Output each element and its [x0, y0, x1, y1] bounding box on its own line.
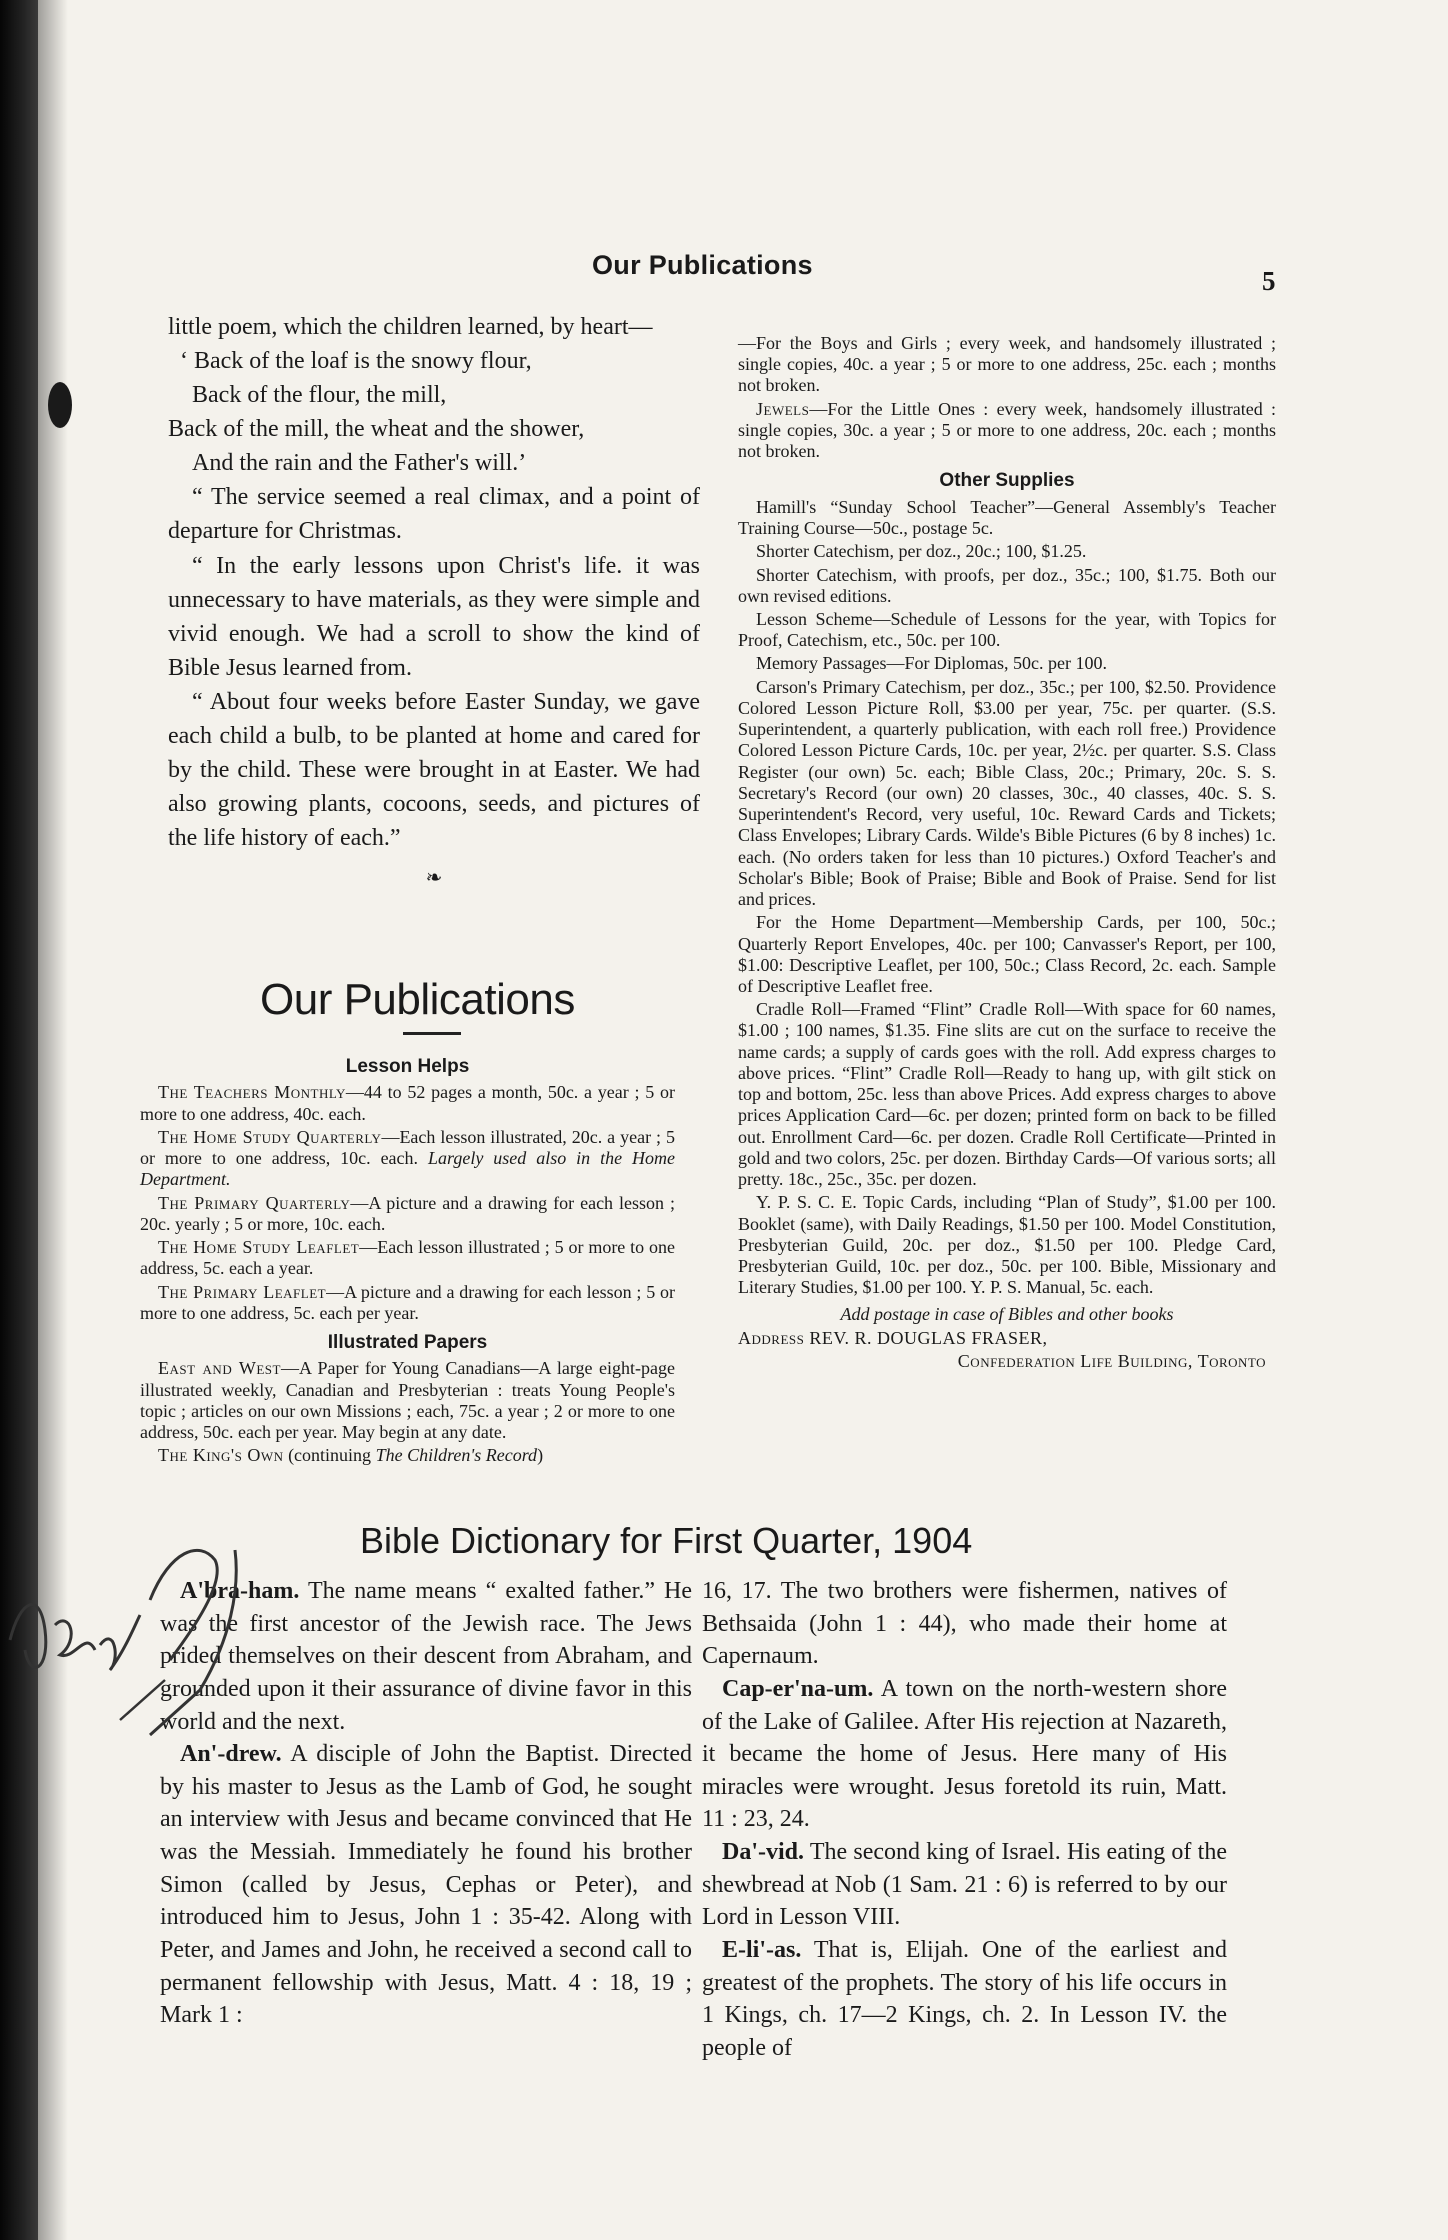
- lesson-help-item: The Home Study Quarterly—Each lesson illustrated, 20c. a year ; 5 or more to one address, 10c. each. Largely used also in the Home Department.: [140, 1126, 675, 1190]
- supply-item: Y. P. S. C. E. Topic Cards, including “Plan of Study”, $1.00 per 100. Booklet (same), with Daily Readings, $1.50 per 100. Model Constitution, Presbyterian Guild, 20c. per doz., $1.50 per 100. Pledge Card, Presbyterian Guild, 10c. per doz., 50c. per 100. Bible, Missionary and Literary Studies, $1.00 per 100. Y. P. S. Manual, 5c. each.: [738, 1192, 1276, 1298]
- lesson-help-item: The Home Study Leaflet—Each lesson illustrated ; 5 or more to one address, 5c. each a year.: [140, 1237, 675, 1279]
- illustrated-papers-heading: Illustrated Papers: [327, 1331, 488, 1353]
- ornament-icon: ❧: [425, 867, 443, 890]
- poem-line: ‘ Back of the loaf is the snowy flour,: [180, 348, 532, 375]
- address-line: Address REV. R. DOUGLAS FRASER,: [738, 1327, 1048, 1348]
- supply-item: Hamill's “Sunday School Teacher”—General Assembly's Teacher Training Course—50c., postage 5c.: [738, 496, 1276, 539]
- supply-item: Memory Passages—For Diplomas, 50c. per 100.: [756, 653, 1107, 674]
- supply-item: Lesson Scheme—Schedule of Lessons for the year, with Topics for Proof, Catechism, etc., 50c. per 100.: [738, 608, 1276, 651]
- dictionary-left-column: [160, 1575, 692, 2032]
- supply-item: Shorter Catechism, per doz., 20c.; 100, $1.25.: [756, 541, 1087, 562]
- address-building: Confederation Life Building, Toronto: [957, 1350, 1266, 1371]
- dictionary-entry: A'bra-ham. The name means “ exalted father.” He was the first ancestor of the Jewish race. The Jews prided themselves on their descent from Abraham, and grounded upon it their assurance of divine favor in this world and the next.: [160, 1578, 692, 1735]
- lesson-helps-heading: Lesson Helps: [345, 1056, 470, 1077]
- page-gutter-shadow: [38, 0, 68, 2240]
- paper-item: The King's Own (continuing The Children's Record): [158, 1445, 544, 1466]
- postage-note: Add postage in case of Bibles and other books: [840, 1304, 1174, 1325]
- scan-dark-margin: [0, 0, 38, 2240]
- entry-term: Da'-vid.: [722, 1839, 805, 1865]
- entry-term: E-li'-as.: [722, 1936, 802, 1963]
- lesson-help-item: The Teachers Monthly—44 to 52 pages a month, 50c. a year ; 5 or more to one address, 40c. each.: [140, 1082, 675, 1124]
- supply-item: For the Home Department—Membership Cards, per 100, 50c.; Quarterly Report Envelopes, 40c. per 100; Canvasser's Report, per 100, $1.00: Descriptive Leaflet, per 100, 50c.; Class Record, 2c. each. Sample of Descriptive Leaflet free.: [738, 912, 1276, 996]
- dictionary-entry: Cap-er'na-um. A town on the north-western shore of the Lake of Galilee. After His rejection at Nazareth, it became the home of Jesus. Here many of His miracles were wrought. Jesus foretold its ruin, Matt. 11 : 23, 24.: [702, 1675, 1227, 1833]
- paragraph: “ The service seemed a real climax, and a point of departure for Christmas.: [168, 484, 700, 545]
- entry-continuation: 16, 17. The two brothers were fishermen, natives of Bethsaida (John 1 : 44), who made their home at Capernaum.: [702, 1578, 1227, 1670]
- intro-line: little poem, which the children learned, by heart—: [168, 314, 653, 340]
- poem-line: Back of the flour, the mill,: [192, 382, 447, 409]
- lesson-help-item: The Primary Quarterly—A picture and a drawing for each lesson ; 20c. yearly ; 5 or more, 10c. each.: [140, 1192, 676, 1234]
- publications-heading: Our Publications: [260, 975, 575, 1024]
- binder-hole: [48, 382, 72, 428]
- paper-item: East and West—A Paper for Young Canadians—A large eight-page illustrated weekly, Canadian and Presbyterian : treats Young People's topic ; articles on our own Missions ; each, 75c. a year ; 2 or more to one address, 50c. each per year. May begin at any date.: [140, 1358, 675, 1443]
- poem-line: Back of the mill, the wheat and the shower,: [168, 416, 585, 443]
- dictionary-right-column: [702, 1575, 1227, 2064]
- supply-item: Carson's Primary Catechism, per doz., 35c.; per 100, $2.50. Providence Colored Lesson Picture Roll, $3.00 per year, 75c. per quarter. (S.S. Superintendent, a quarterly publication, with each roll free.) Providence Colored Lesson Picture Cards, 10c. per year, 2½c. per quarter. S.S. Class Register (our own) 5c. each; Bible Class, 20c.; Primary, 20c. S. S. Secretary's Record (our own) 20 classes, 30c., 40 classes, 40c. S. S. Superintendent's Record, very useful, 10c. Reward Cards and Tickets; Class Envelopes; Library Cards. Wilde's Bible Pictures (6 by 8 inches) 1c. each. (No orders taken for less than 10 pictures.) Oxford Teacher's and Scholar's Bible; Book of Praise; Bible and Book of Praise. Send for list and prices.: [738, 676, 1276, 910]
- paragraph: “ About four weeks before Easter Sunday, we gave each child a bulb, to be planted at home and cared for by the child. These were brought in at Easter. We had also growing plants, cocoons, seeds, and pictures of the life history of each.”: [168, 688, 700, 852]
- page-number: 5: [1262, 266, 1276, 296]
- dictionary-entry: Da'-vid. The second king of Israel. His eating of the shewbread at Nob (1 Sam. 21 : 6) is referred to by our Lord in Lesson VIII.: [702, 1839, 1227, 1931]
- paper-item: Jewels—For the Little Ones : every week, handsomely illustrated : single copies, 30c. a year ; 5 or more to one address, 20c. each ; months not broken.: [738, 398, 1276, 462]
- dictionary-heading: Bible Dictionary for First Quarter, 1904: [360, 1520, 973, 1561]
- supply-item: Shorter Catechism, with proofs, per doz., 35c.; 100, $1.75. Both our own revised editions.: [738, 564, 1276, 606]
- dictionary-entry: E-li'-as. That is, Elijah. One of the earliest and greatest of the prophets. The story of his life occurs in 1 Kings, ch. 17—2 Kings, ch. 2. In Lesson IV. the people of: [702, 1936, 1227, 2061]
- running-head: Our Publications: [592, 250, 813, 280]
- lesson-help-item: The Primary Leaflet—A picture and a drawing for each lesson ; 5 or more to one address, 5c. each per year.: [140, 1281, 675, 1323]
- lesson-helps-section: [140, 1048, 675, 1469]
- entry-term: An'-drew.: [180, 1741, 282, 1768]
- entry-term: A'bra-ham.: [180, 1578, 300, 1604]
- supply-item: Cradle Roll—Framed “Flint” Cradle Roll—With space for 60 names, $1.00 ; 100 names, $1.35. Fine slits are cut on the surface to receive the name cards; a supply of cards goes with the roll. Add express charges to above prices. “Flint” Cradle Roll—Ready to hang up, with gilt stick on top and bottom, 25c. less than above Prices. Add express charges to above prices Application Card—6c. per dozen; printed form on back to be filled out. Enrollment Card—6c. per dozen. Cradle Roll Certificate—Printed in gold and two colors, 25c. per dozen. Birthday Cards—Of various sorts; all pretty. 18c., 25c., 35c. per dozen.: [738, 999, 1276, 1190]
- other-supplies-heading: Other Supplies: [939, 470, 1075, 492]
- poem: [168, 344, 700, 480]
- paragraph: “ In the early lessons upon Christ's life. it was unnecessary to have materials, as they were simple and vivid enough. We had a scroll to show the kind of Bible Jesus learned from.: [168, 552, 700, 681]
- dictionary-entry: An'-drew. A disciple of John the Baptist. Directed by his master to Jesus as the Lamb of God, he sought an interview with Jesus and became convinced that He was the Messiah. Immediately he found his brother Simon (called by Jesus, Cephas or Peter), and introduced him to Jesus, John 1 : 35-42. Along with Peter, and James and John, he received a second call to permanent fellowship with Jesus, Matt. 4 : 18, 19 ; Mark 1 :: [160, 1741, 692, 2029]
- other-supplies-section: [738, 333, 1276, 1374]
- article-paragraphs: [168, 480, 700, 855]
- entry-term: Cap-er'na-um.: [722, 1675, 874, 1702]
- heading-rule: [403, 1032, 461, 1035]
- poem-line: And the rain and the Father's will.’: [192, 450, 527, 477]
- article-continuation: [168, 310, 700, 896]
- paper-item: —For the Boys and Girls ; every week, and handsomely illustrated ; single copies, 40c. a year ; 5 or more to one address, 25c. each ; months not broken.: [738, 333, 1276, 396]
